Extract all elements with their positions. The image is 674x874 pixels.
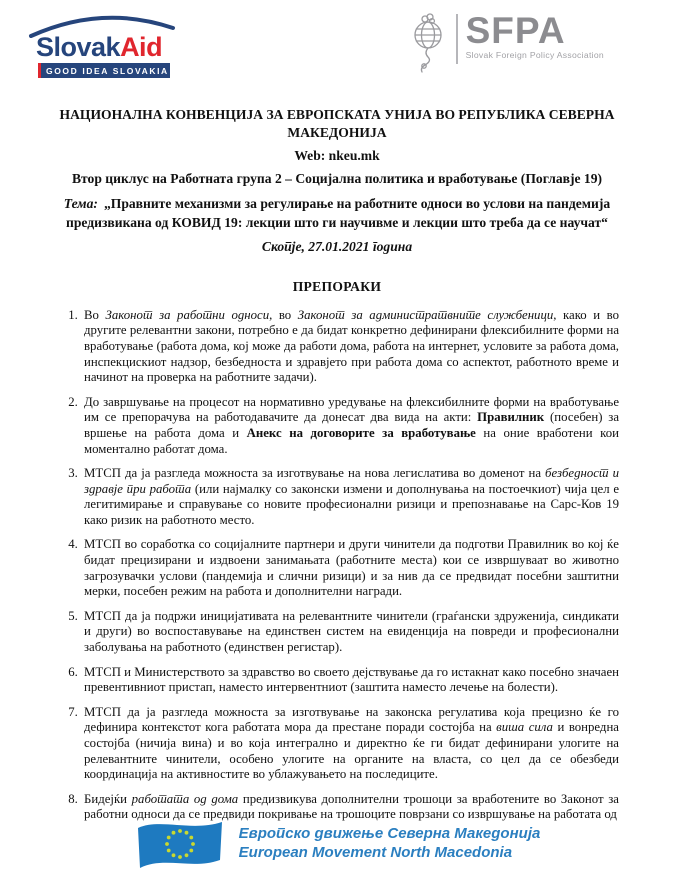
slovakaid-tagline-bar [38, 63, 170, 78]
sfpa-logo [408, 12, 604, 74]
sfpa-divider [456, 14, 458, 64]
theme-text: „Правните механизми за регулирање на работните односи во услови на пандемија предизвикана од КОВИД 19: лекции што ги научивме и лекции што треба да се научат“ [66, 195, 611, 230]
web-address: Web: nkeu.mk [294, 147, 380, 163]
footer-line-en: European Movement North Macedonia [238, 844, 513, 861]
theme-label: Тема: [63, 195, 98, 211]
list-item: 4. МТСП во соработка со социјалните партнери и други чинители да подготви Правилник во кој ќе бидат прецизирани и издвоени занимањата (работните места) кои се извршуваат во животно загрозувачки услови (пандемија и слични ризици) и за нив да се предвидат посебни заштитни мерки, посебен режим на работа и дополнителни награди. [81, 537, 619, 599]
list-item: 2. До завршување на процесот на нормативно уредување на флексибилните форми на вработување им се препорачува на работодавачите да донесат два вида на акти: Правилник (посебен) за вршење на работа дома и Анекс на договорите за вработување на оние вработени кои моментално работат дома. [81, 395, 619, 457]
slovakaid-tagline: GOOD IDEA SLOVAKIA [46, 65, 169, 76]
list-item: 1. Во Законот за работни односи, во Законот за администратвните службеници, како и во другите релевантни закони, потребно е да бидат конкретно дефинирани флексибилните форми на вработување (работа дома, кој може да работи дома, работа на интернет, условите за работа дома, инспекцискиот надзор, безбедноста и здравјето при работа дома со аспектот, работното време и начинот на проверка на работните задачи). [81, 308, 619, 386]
list-item: 7. МТСП да ја разгледа можноста за изготвување на законска регулатива која прецизно ќе го дефинира контекстот кога работата мора да престане поради состојба на виша сила и вонредна состојба (ничија вина) и во која интегрално и директно ќе ги бидат дефинирани улогите на релевантните чинители, особено улогите на органите на власта, со цел да се обезбеди координација на активностите во ублажувањето на последиците. [81, 705, 619, 783]
footer-line-mk: Европско движење Северна Македонија [238, 825, 541, 843]
list-item: 6. МТСП и Министерството за здравство во своето дејствување да го истакнат како посебно значаен превентивниот пристап, наместо интервентниот (заштита наместо лечење на болести). [81, 665, 619, 696]
list-item: 8. Бидејќи работата од дома предизвикува дополнителни трошоци за вработените во Законот за работни односи да се предвиди покривање на трошоците поврзани со извршување на работата од [81, 792, 619, 823]
sfpa-acronym: SFPA [465, 10, 566, 51]
slovakaid-wordmark [28, 34, 178, 61]
theme-line [55, 194, 619, 232]
document-title: НАЦИОНАЛНА КОНВЕНЦИЈА ЗА ЕВРОПСКАТА УНИЈА ВО РЕПУБЛИКА СЕВЕРНА МАКЕДОНИЈА [59, 107, 615, 141]
sfpa-globe-balloon-icon [408, 12, 448, 74]
footer-logo [0, 818, 674, 870]
slovakaid-logo [28, 12, 178, 78]
list-item: 5. МТСП да ја подржи иницијативата на релевантните чинители (граѓански здруженија, синдикати и други) во воспоставување на единствен систем на евиденција на повреди и професионални заболувања на работното (единствен регистар). [81, 609, 619, 656]
eu-flag-icon [134, 818, 226, 870]
working-group-line: Втор циклус на Работната група 2 – Социјална политика и вработување (Поглавје 19) [71, 170, 603, 186]
date-place-line: Скопје, 27.01.2021 година [261, 238, 413, 254]
header-logos [0, 0, 674, 82]
slovakaid-word-red: Aid [120, 32, 163, 62]
recommendations-heading: ПРЕПОРАКИ [292, 278, 382, 294]
slovakaid-word-blue: Slovak [36, 32, 121, 62]
document-body [0, 106, 674, 823]
recommendations-list [55, 308, 619, 823]
list-item: 3. МТСП да ја разгледа можноста за изготвување на нова легислатива во доменот на безбедност и здравје при работа (или најмалку со законски измени и дополнувања на постоечкиот) чија цел е легитимирање и справување со новите професионални ризици и препознавање на Сарс-Ков 19 како ризик на работното место. [81, 466, 619, 528]
sfpa-subtitle: Slovak Foreign Policy Association [465, 50, 604, 60]
